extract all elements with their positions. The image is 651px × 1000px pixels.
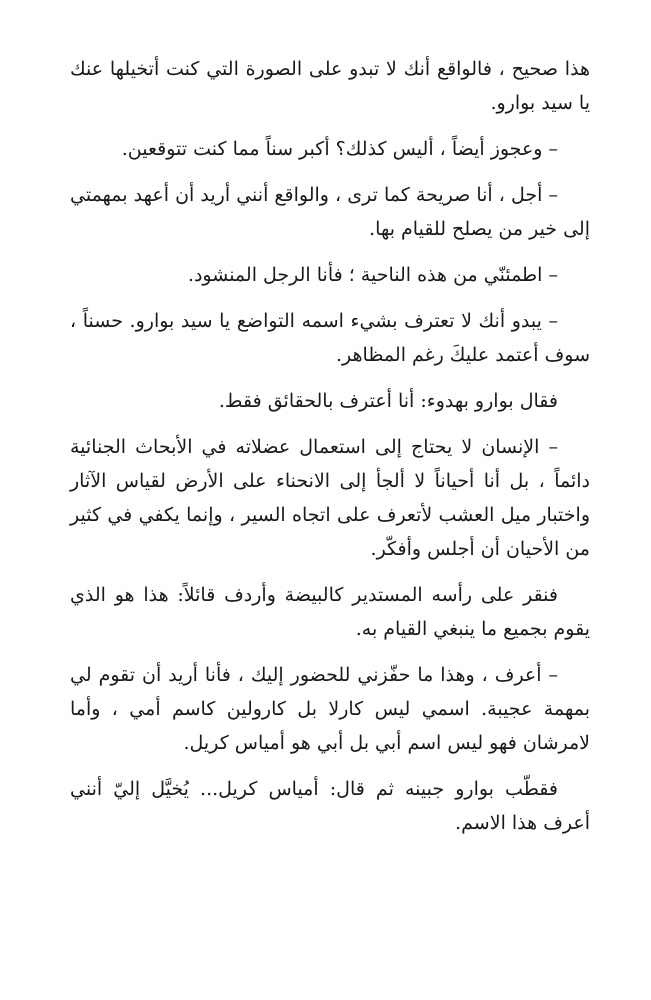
paragraph-7: – الإنسان لا يحتاج إلى استعمال عضلاته في الأبحاث الجنائية دائماً ، بل أنا أحياناً لا ألجأ إلى الانحناء على الأرض لقياس الآثار واختبار ميل العشب لأتعرف على اتجاه السير ، وإنما يكفي في كثير من الأحيان أن أجلس وأفكّر. [70, 436, 590, 560]
paragraph-4: – اطمئنّي من هذه الناحية ؛ فأنا الرجل المنشود. [187, 264, 558, 286]
paragraph-5: – يبدو أنك لا تعترف بشيء اسمه التواضع يا سيد بوارو. حسناً ، سوف أعتمد عليكَ رغم المظاهر. [70, 310, 590, 366]
paragraph-8: فنقر على رأسه المستدير كالبيضة وأردف قائلاً: هذا هو الذي يقوم بجميع ما ينبغي القيام به. [70, 584, 590, 640]
book-page [70, 52, 590, 840]
paragraph-2: – وعجوز أيضاً ، أليس كذلك؟ أكبر سناً مما كنت تتوقعين. [121, 138, 558, 160]
paragraph-6: فقال بوارو بهدوء: أنا أعترف بالحقائق فقط. [218, 390, 558, 412]
paragraph-9: – أعرف ، وهذا ما حفّزني للحضور إليك ، فأنا أريد أن تقوم لي بمهمة عجيبة. اسمي ليس كارلا بل كارولين كاسم أمي ، وأما لامرشان فهو ليس اسم أبي بل أبي هو أمياس كريل. [70, 664, 590, 754]
paragraph-1: هذا صحيح ، فالواقع أنك لا تبدو على الصورة التي كنت أتخيلها عنك يا سيد بوارو. [70, 58, 590, 114]
paragraph-3: – أجل ، أنا صريحة كما ترى ، والواقع أنني أريد أن أعهد بمهمتي إلى خير من يصلح للقيام بها. [70, 184, 590, 240]
paragraph-10: فقطّب بوارو جبينه ثم قال: أمياس كريل... يُخيَّل إليّ أنني أعرف هذا الاسم. [70, 778, 590, 834]
